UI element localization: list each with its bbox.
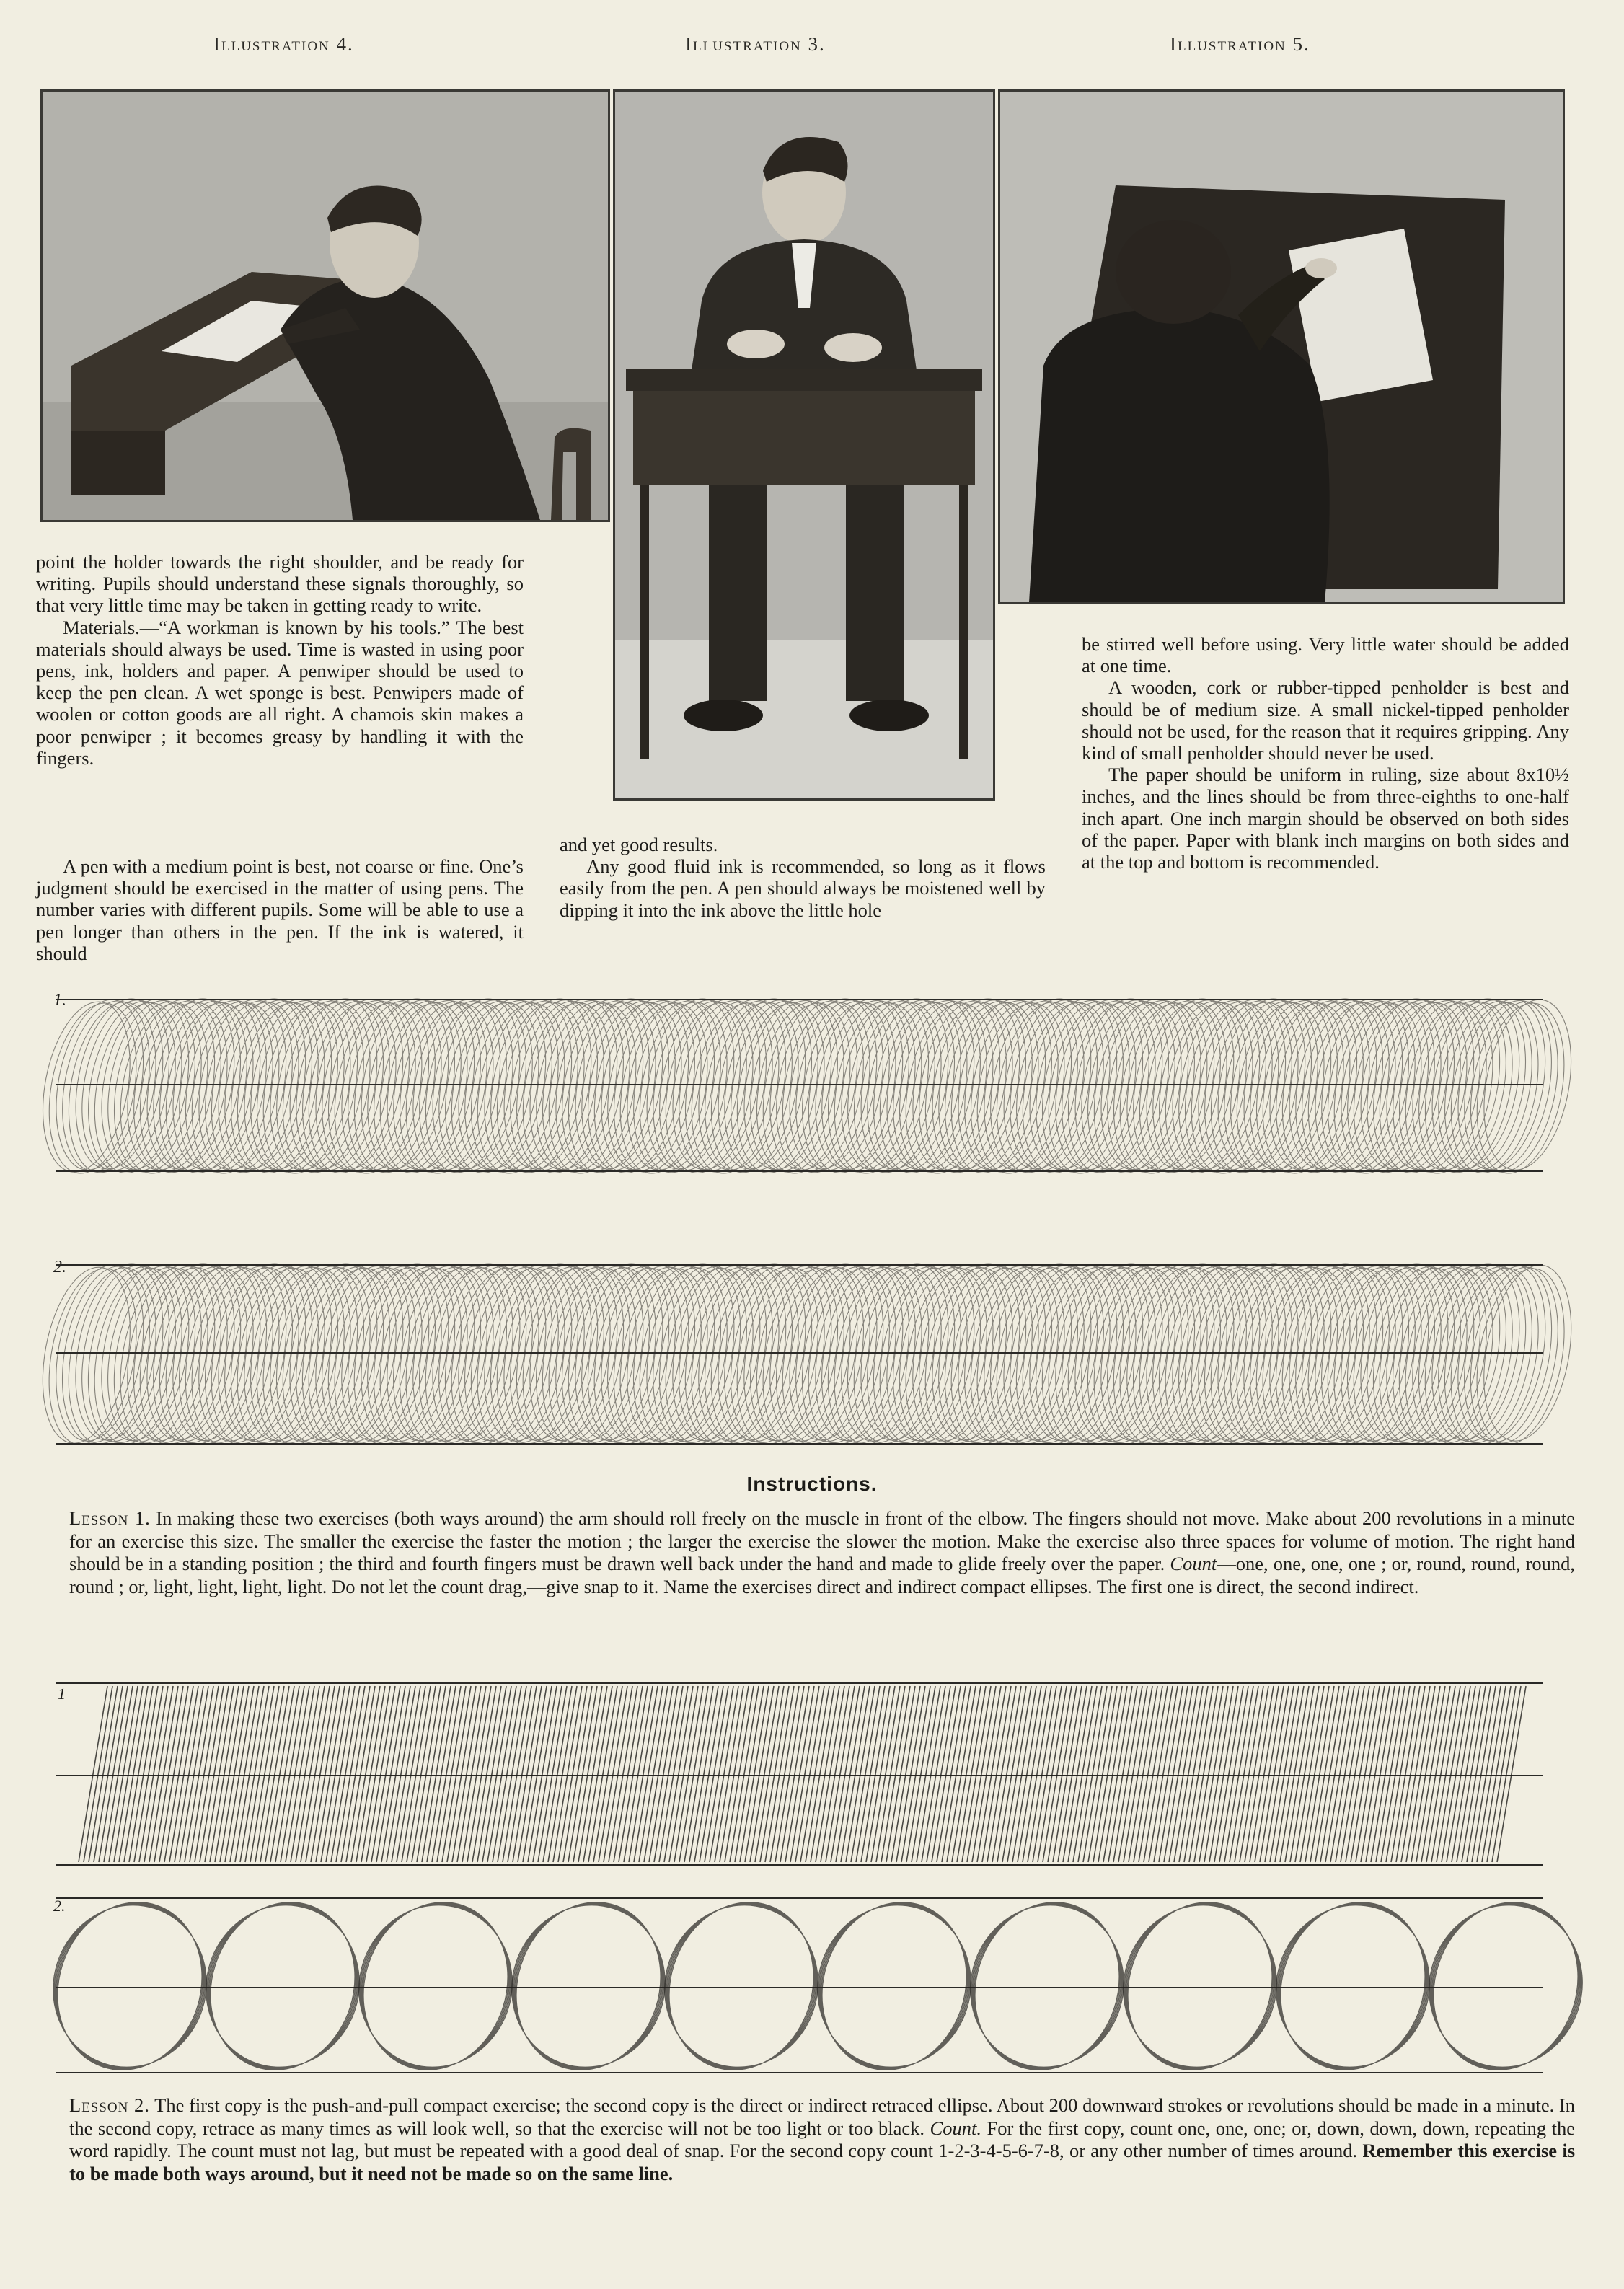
lesson-1-label: Lesson 1. [69, 1507, 151, 1529]
column-1-pens-block [36, 855, 524, 964]
photo-writer-back-view [1000, 92, 1563, 602]
exercise-push-pull [0, 1680, 1624, 1875]
exercise-3-number: 1 [58, 1685, 66, 1703]
column-1-text [36, 551, 524, 769]
compact-ellipse-strokes [32, 1264, 1581, 1445]
photo-illustration-4 [40, 89, 610, 522]
lesson-1-text: In making these two exercises (both ways around) the arm should roll freely on the muscle in front of the elbow. The fingers should not move. Make about 200 revolutions in a minute for an exercise this size. The smaller the exercise the faster the motion ; the larger the exercise the slower the motion. Make the exercise also three spaces for volume of motion. The right hand should be in a standing position ; the third and fourth fingers must be drawn well back under the hand and made to glide freely over the paper. [69, 1507, 1575, 1574]
photo-illustration-5 [998, 89, 1565, 604]
col3-paragraph-paper: The paper should be uniform in ruling, size about 8x10½ inches, and the lines should be from three-eighths to one-half inch apart. One inch margin should be observed on both sides of the paper. Paper with blank inch margins on both sides and at the top and bottom is recommended. [1082, 764, 1569, 873]
lesson-1-paragraph [69, 1507, 1575, 1598]
lesson-2-count-text: For the first copy, count one, one, one; or, down, down, down, repeating the word rapidly. The count must not lag, but must be repeated with a good deal of snap. For the second copy count 1-2-3-4-5-6-7-8, or any other number of times around. [69, 2117, 1576, 2161]
lesson-2-count-word: Count. [930, 2117, 981, 2139]
lesson-1-count-text: —one, one, one, one ; or, round, round, round, round ; or, light, light, light, light. Do not let the count drag,—give snap to it. Name the exercises direct and indirect compact ellipses. The first one is direct, the second indirect. [69, 1553, 1576, 1597]
compact-ellipse-strokes [32, 999, 1581, 1173]
illustration-4-caption: Illustration 4. [213, 33, 354, 55]
instructions-heading: Instructions. [746, 1473, 878, 1495]
exercise-4-number: 2. [53, 1897, 66, 1915]
illustration-5-caption: Illustration 5. [1170, 33, 1310, 55]
col2-paragraph-ink: Any good fluid ink is recommended, so long as it flows easily from the pen. A pen should always be moistened well by dipping it into the ink above the little hole [560, 855, 1046, 921]
exercise-retraced-ellipse [0, 1889, 1624, 2084]
exercise-1-drawing [0, 988, 1624, 1183]
col1-paragraph-materials: Materials.—“A workman is known by his tools.” The best materials should always be used. Time is wasted in using poor pens, ink, holders and paper. A penwiper should be used to keep the pen clean. A wet sponge is best. Penwipers made of woolen or cotton goods are all right. A chamois skin makes a poor penwiper ; it becomes greasy by handling it with the fingers. [36, 616, 524, 769]
lesson-2-bold-note: Remember this exercise is to be made both ways around, but it need not be made so on the same line. [69, 2140, 1576, 2184]
exercise-direct-compact-ellipse [0, 988, 1624, 1183]
exercise-2-drawing [0, 1255, 1624, 1457]
exercise-indirect-compact-ellipse [0, 1255, 1624, 1457]
photo-young-man-at-desk [615, 92, 993, 798]
lesson-2-paragraph [69, 2094, 1575, 2185]
illustration-3-caption: Illustration 3. [685, 33, 826, 55]
lesson-1-count-word: Count [1170, 1553, 1217, 1574]
lesson-2-text: The first copy is the push-and-pull compact exercise; the second copy is the direct or indirect retraced ellipse. About 200 downward strokes or revolutions should be made in a minute. In the second copy, retrace as many times as will look well, so that the exercise will not be too light or too black. [69, 2094, 1575, 2139]
col3-paragraph-penholder: A wooden, cork or rubber-tipped penholder is best and should be of medium size. A small nickel-tipped penholder should not be used, for the reason that it requires gripping. Any kind of small penholder should never be used. [1082, 676, 1569, 764]
column-3-text [1082, 633, 1569, 873]
exercise-1-number: 1. [53, 991, 66, 1010]
lesson-2-label: Lesson 2. [69, 2094, 150, 2116]
column-2-text [560, 834, 1046, 921]
photo-boy-side-view [43, 92, 608, 520]
col3-paragraph-1: be stirred well before using. Very little water should be added at one time. [1082, 633, 1569, 677]
photo-illustration-3 [613, 89, 995, 801]
exercise-3-drawing [0, 1680, 1624, 1875]
col1-paragraph-1: point the holder towards the right shoulder, and be ready for writing. Pupils should understand these signals thoroughly, so that very little time may be taken in getting ready to write. [36, 551, 524, 617]
exercise-2-number: 2. [53, 1258, 66, 1276]
exercise-4-drawing [0, 1889, 1624, 2084]
col2-paragraph-1: and yet good results. [560, 834, 718, 855]
col1-pens-paragraph [36, 855, 524, 964]
col1-pens-text: A pen with a medium point is best, not coarse or fine. One’s judgment should be exercised in the matter of using pens. The number varies with different pupils. Some will be able to use a pen longer than others in the pen. If the ink is watered, it should [36, 855, 524, 964]
push-pull-strokes [79, 1686, 1526, 1862]
